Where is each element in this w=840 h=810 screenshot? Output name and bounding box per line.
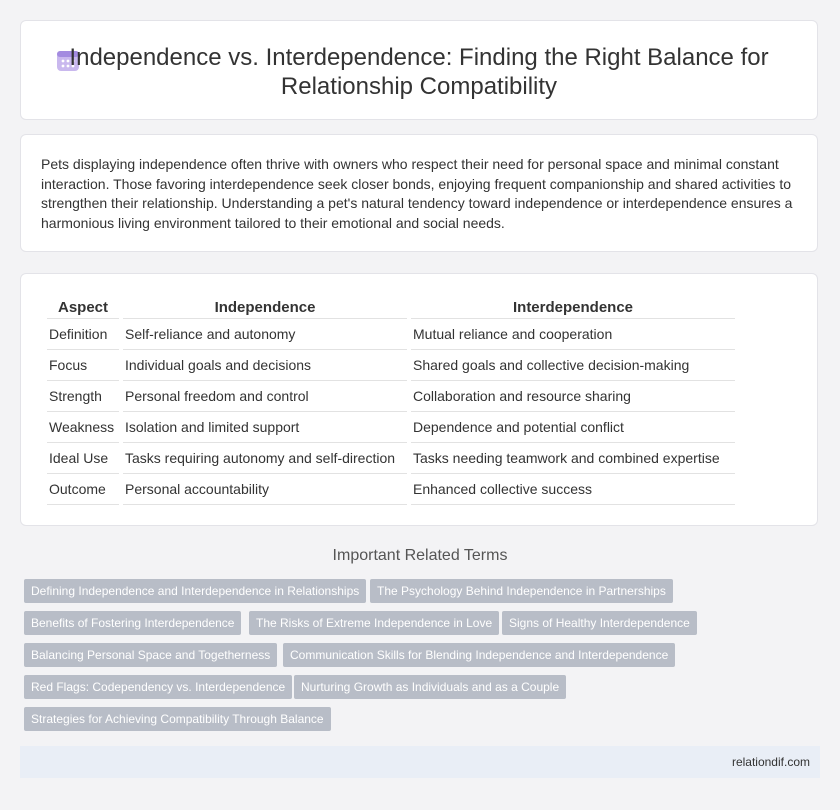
table-cell: Tasks requiring autonomy and self-direction: [123, 443, 407, 474]
table-row: [47, 319, 735, 350]
table-cell: Tasks needing teamwork and combined expertise: [411, 443, 735, 474]
related-term-tag[interactable]: Communication Skills for Blending Independence and Interdependence: [283, 643, 675, 667]
table-row: [47, 381, 735, 412]
table-cell: Mutual reliance and cooperation: [411, 319, 735, 350]
table-cell: Outcome: [47, 474, 119, 505]
table-cell: Isolation and limited support: [123, 412, 407, 443]
related-term-tag[interactable]: The Psychology Behind Independence in Partnerships: [370, 579, 673, 603]
comparison-table: [43, 296, 739, 505]
related-term-tag[interactable]: Defining Independence and Interdependence in Relationships: [24, 579, 366, 603]
table-cell: Personal freedom and control: [123, 381, 407, 412]
site-name[interactable]: relationdif.com: [731, 755, 810, 769]
table-cell: Self-reliance and autonomy: [123, 319, 407, 350]
table-cell: Individual goals and decisions: [123, 350, 407, 381]
related-term-tag[interactable]: Signs of Healthy Interdependence: [502, 611, 697, 635]
related-term-tag[interactable]: Benefits of Fostering Interdependence: [24, 611, 241, 635]
header-aspect: Aspect: [47, 296, 119, 319]
header-interdependence: Interdependence: [411, 296, 735, 319]
table-row: [47, 412, 735, 443]
table-cell: Dependence and potential conflict: [411, 412, 735, 443]
footer: [20, 746, 820, 778]
comparison-card: [20, 273, 818, 526]
table-row: [47, 350, 735, 381]
header-card: [20, 20, 818, 120]
related-terms-heading: Important Related Terms: [332, 547, 508, 564]
table-row: [47, 474, 735, 505]
related-term-tag[interactable]: Strategies for Achieving Compatibility Through Balance: [24, 707, 331, 731]
related-term-tag[interactable]: Nurturing Growth as Individuals and as a Couple: [294, 675, 566, 699]
table-row: [47, 443, 735, 474]
table-cell: Ideal Use: [47, 443, 119, 474]
table-cell: Weakness: [47, 412, 119, 443]
table-cell: Shared goals and collective decision-making: [411, 350, 735, 381]
intro-card: [20, 134, 818, 252]
table-header-row: [47, 296, 735, 319]
table-cell: Focus: [47, 350, 119, 381]
table-cell: Collaboration and resource sharing: [411, 381, 735, 412]
header-independence: Independence: [123, 296, 407, 319]
table-cell: Enhanced collective success: [411, 474, 735, 505]
related-term-tag[interactable]: Balancing Personal Space and Togetherness: [24, 643, 277, 667]
table-cell: Strength: [47, 381, 119, 412]
related-term-tag[interactable]: Red Flags: Codependency vs. Interdependence: [24, 675, 292, 699]
table-cell: Definition: [47, 319, 119, 350]
table-cell: Personal accountability: [123, 474, 407, 505]
intro-paragraph: Pets displaying independence often thrive with owners who respect their need for personal space and minimal constant interaction. Those favoring interdependence seek closer bonds, enjoying frequent companionship and shared activities to strengthen their relationship. Understanding a pet's natural tendency toward independence or interdependence ensures a harmonious living environment tailored to their emotional and social needs.: [41, 156, 793, 231]
page-title: Independence vs. Interdependence: Finding the Right Balance for Relationship Compatibility: [69, 44, 769, 100]
related-term-tag[interactable]: The Risks of Extreme Independence in Love: [249, 611, 499, 635]
